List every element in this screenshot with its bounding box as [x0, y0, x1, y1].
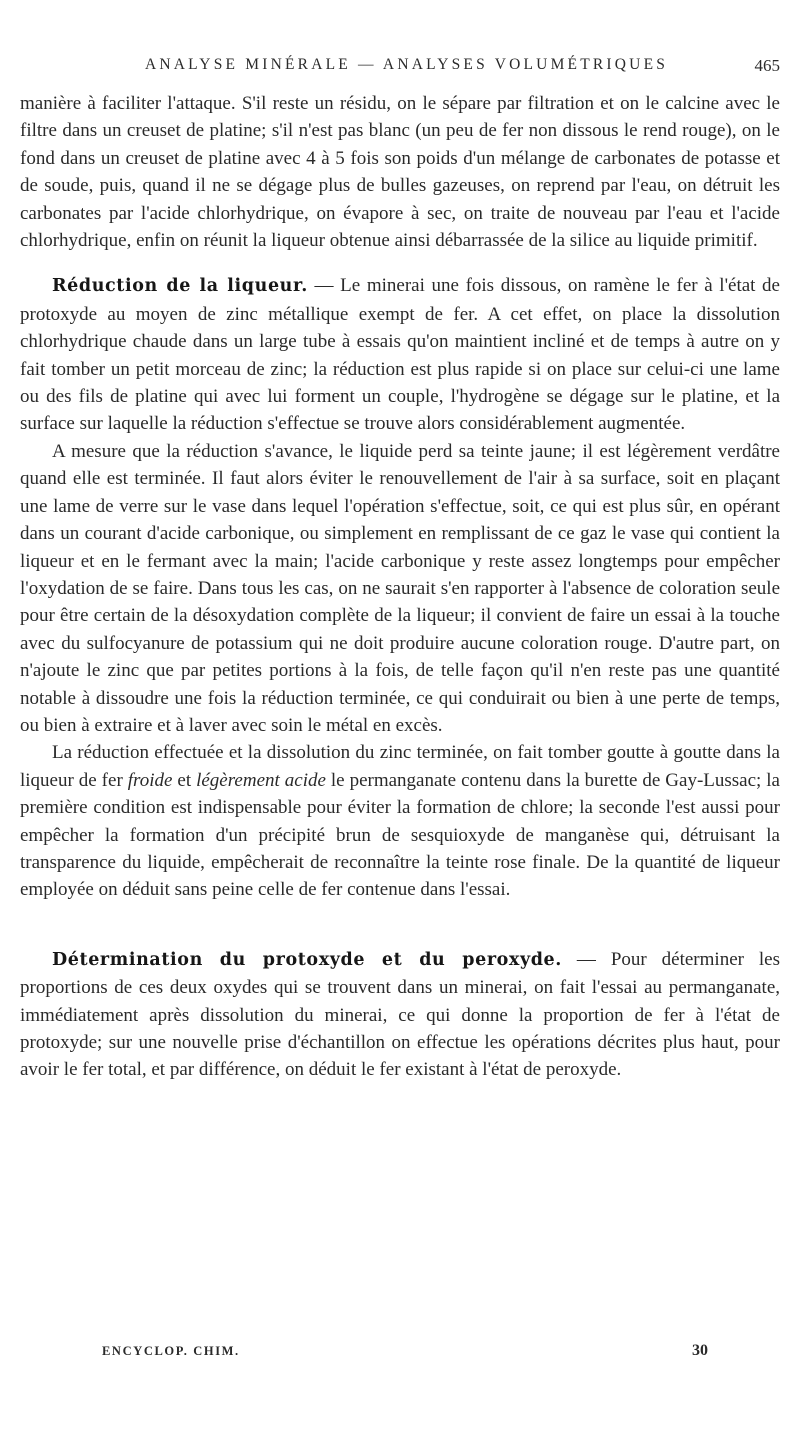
running-title: ANALYSE MINÉRALE — ANALYSES VOLUMÉTRIQUES — [145, 56, 669, 73]
titration-text-1: La réduction effectuée et la dissolution du zinc terminée, on fait tomber goutte à goutte dans la liqueur de fer — [20, 742, 780, 791]
titration-text-3: le permanganate contenu dans la burette de Gay-Lussac; la première condition est indispensable pour éviter la formation de chlore; la seconde l'est aussi pour empêcher la formation d'un précipité brun de sesquioxyde de manganèse qui, détruisant la transparence du liquide, empêcherait de reconnaître la teinte rose finale. De la quantité de liqueur employée on déduit sans peine celle de fer contenue dans l'essai. — [20, 769, 780, 901]
page-footer — [20, 1342, 780, 1366]
paragraph-continuation: manière à faciliter l'attaque. S'il reste un résidu, on le sépare par filtration et on le calcine avec le filtre dans un creuset de platine; s'il n'est pas blanc (un peu de fer non dissous le rend rouge), on le fond dans un creuset de platine avec 4 à 5 fois son poids d'un mélange de carbonates de potasse et de soude, puis, quand il ne se dégage plus de bulles gazeuses, on reprend par l'eau, on détruit les carbonates par l'acide chlorhydrique, on évapore à sec, on traite de nouveau par l'eau et l'acide chlorhydrique, enfin on réunit la liqueur obtenue ainsi débarrassée de la silice au liquide primitif. — [20, 93, 780, 252]
titration-text-2: et — [172, 769, 197, 791]
page-number: 465 — [754, 56, 780, 75]
body-text — [20, 90, 780, 1084]
section-reduction — [20, 272, 780, 437]
page-header — [20, 56, 780, 86]
section-determination — [20, 946, 780, 1084]
paragraph-reduction-progress: A mesure que la réduction s'avance, le liquide perd sa teinte jaune; il est légèrement verdâtre quand elle est terminée. Il faut alors éviter le renouvellement de l'air à sa surface, soit en plaçant une lame de verre sur le vase dans lequel l'opération s'effectue, soit, ce qui est plus sûr, en opérant dans un courant d'acide carbonique, ou simplement en remplissant de ce gaz le vase qui contient la liqueur et en le fermant avec la main; l'acide carbonique y reste assez longtemps pour empêcher l'oxydation de se faire. Dans tous les cas, on ne saurait s'en rapporter à l'absence de coloration seule pour être certain de la désoxydation complète de la liqueur; il convient de faire un essai à la touche avec du sulfocyanure de potassium qui ne doit produire aucune coloration rouge. D'autre part, on n'ajoute le zinc que par petites portions à la fois, de telle façon qu'il n'en reste pas une quantité notable à dissoudre une fois la réduction terminée, ce qui conduirait ou bien à une perte de temps, ou bien à extraire et à laver avec soin le métal en excès. — [20, 440, 780, 736]
sheet-number: 30 — [692, 1342, 708, 1359]
section-heading-determination: Détermination du protoxyde et du peroxyde. — [52, 949, 562, 970]
paragraph-titration — [20, 739, 780, 903]
section-heading-reduction: Réduction de la liqueur. — [52, 276, 308, 297]
section-text-determination: — Pour déterminer les proportions de ces deux oxydes qui se trouvent dans un minerai, on fait l'essai au permanganate, immédiatement après dissolution du minerai, ce qui donne la proportion de fer à l'état de protoxyde; sur une nouvelle prise d'échantillon on effectue les opérations décrites plus haut, pour avoir le fer total, et par différence, on déduit le fer existant à l'état de peroxyde. — [20, 948, 780, 1081]
titration-italic-1: froide — [127, 769, 173, 791]
section-text-reduction: — Le minerai une fois dissous, on ramène le fer à l'état de protoxyde au moyen de zinc métallique exempt de fer. A cet effet, on place la dissolution chlorhydrique chaude dans un large tube à essais qu'on maintient incliné et de temps à autre on y fait tomber un petit morceau de zinc; la réduction est plus rapide si on place sur celui-ci une lame ou des fils de platine qui avec lui forment un couple, l'hydrogène se dégage sur le platine, et la surface sur laquelle la réduction s'effectue se trouve alors considérablement augmentée. — [20, 275, 780, 435]
footer-signature: ENCYCLOP. CHIM. — [102, 1344, 240, 1358]
titration-italic-2: légèrement acide — [196, 769, 326, 791]
